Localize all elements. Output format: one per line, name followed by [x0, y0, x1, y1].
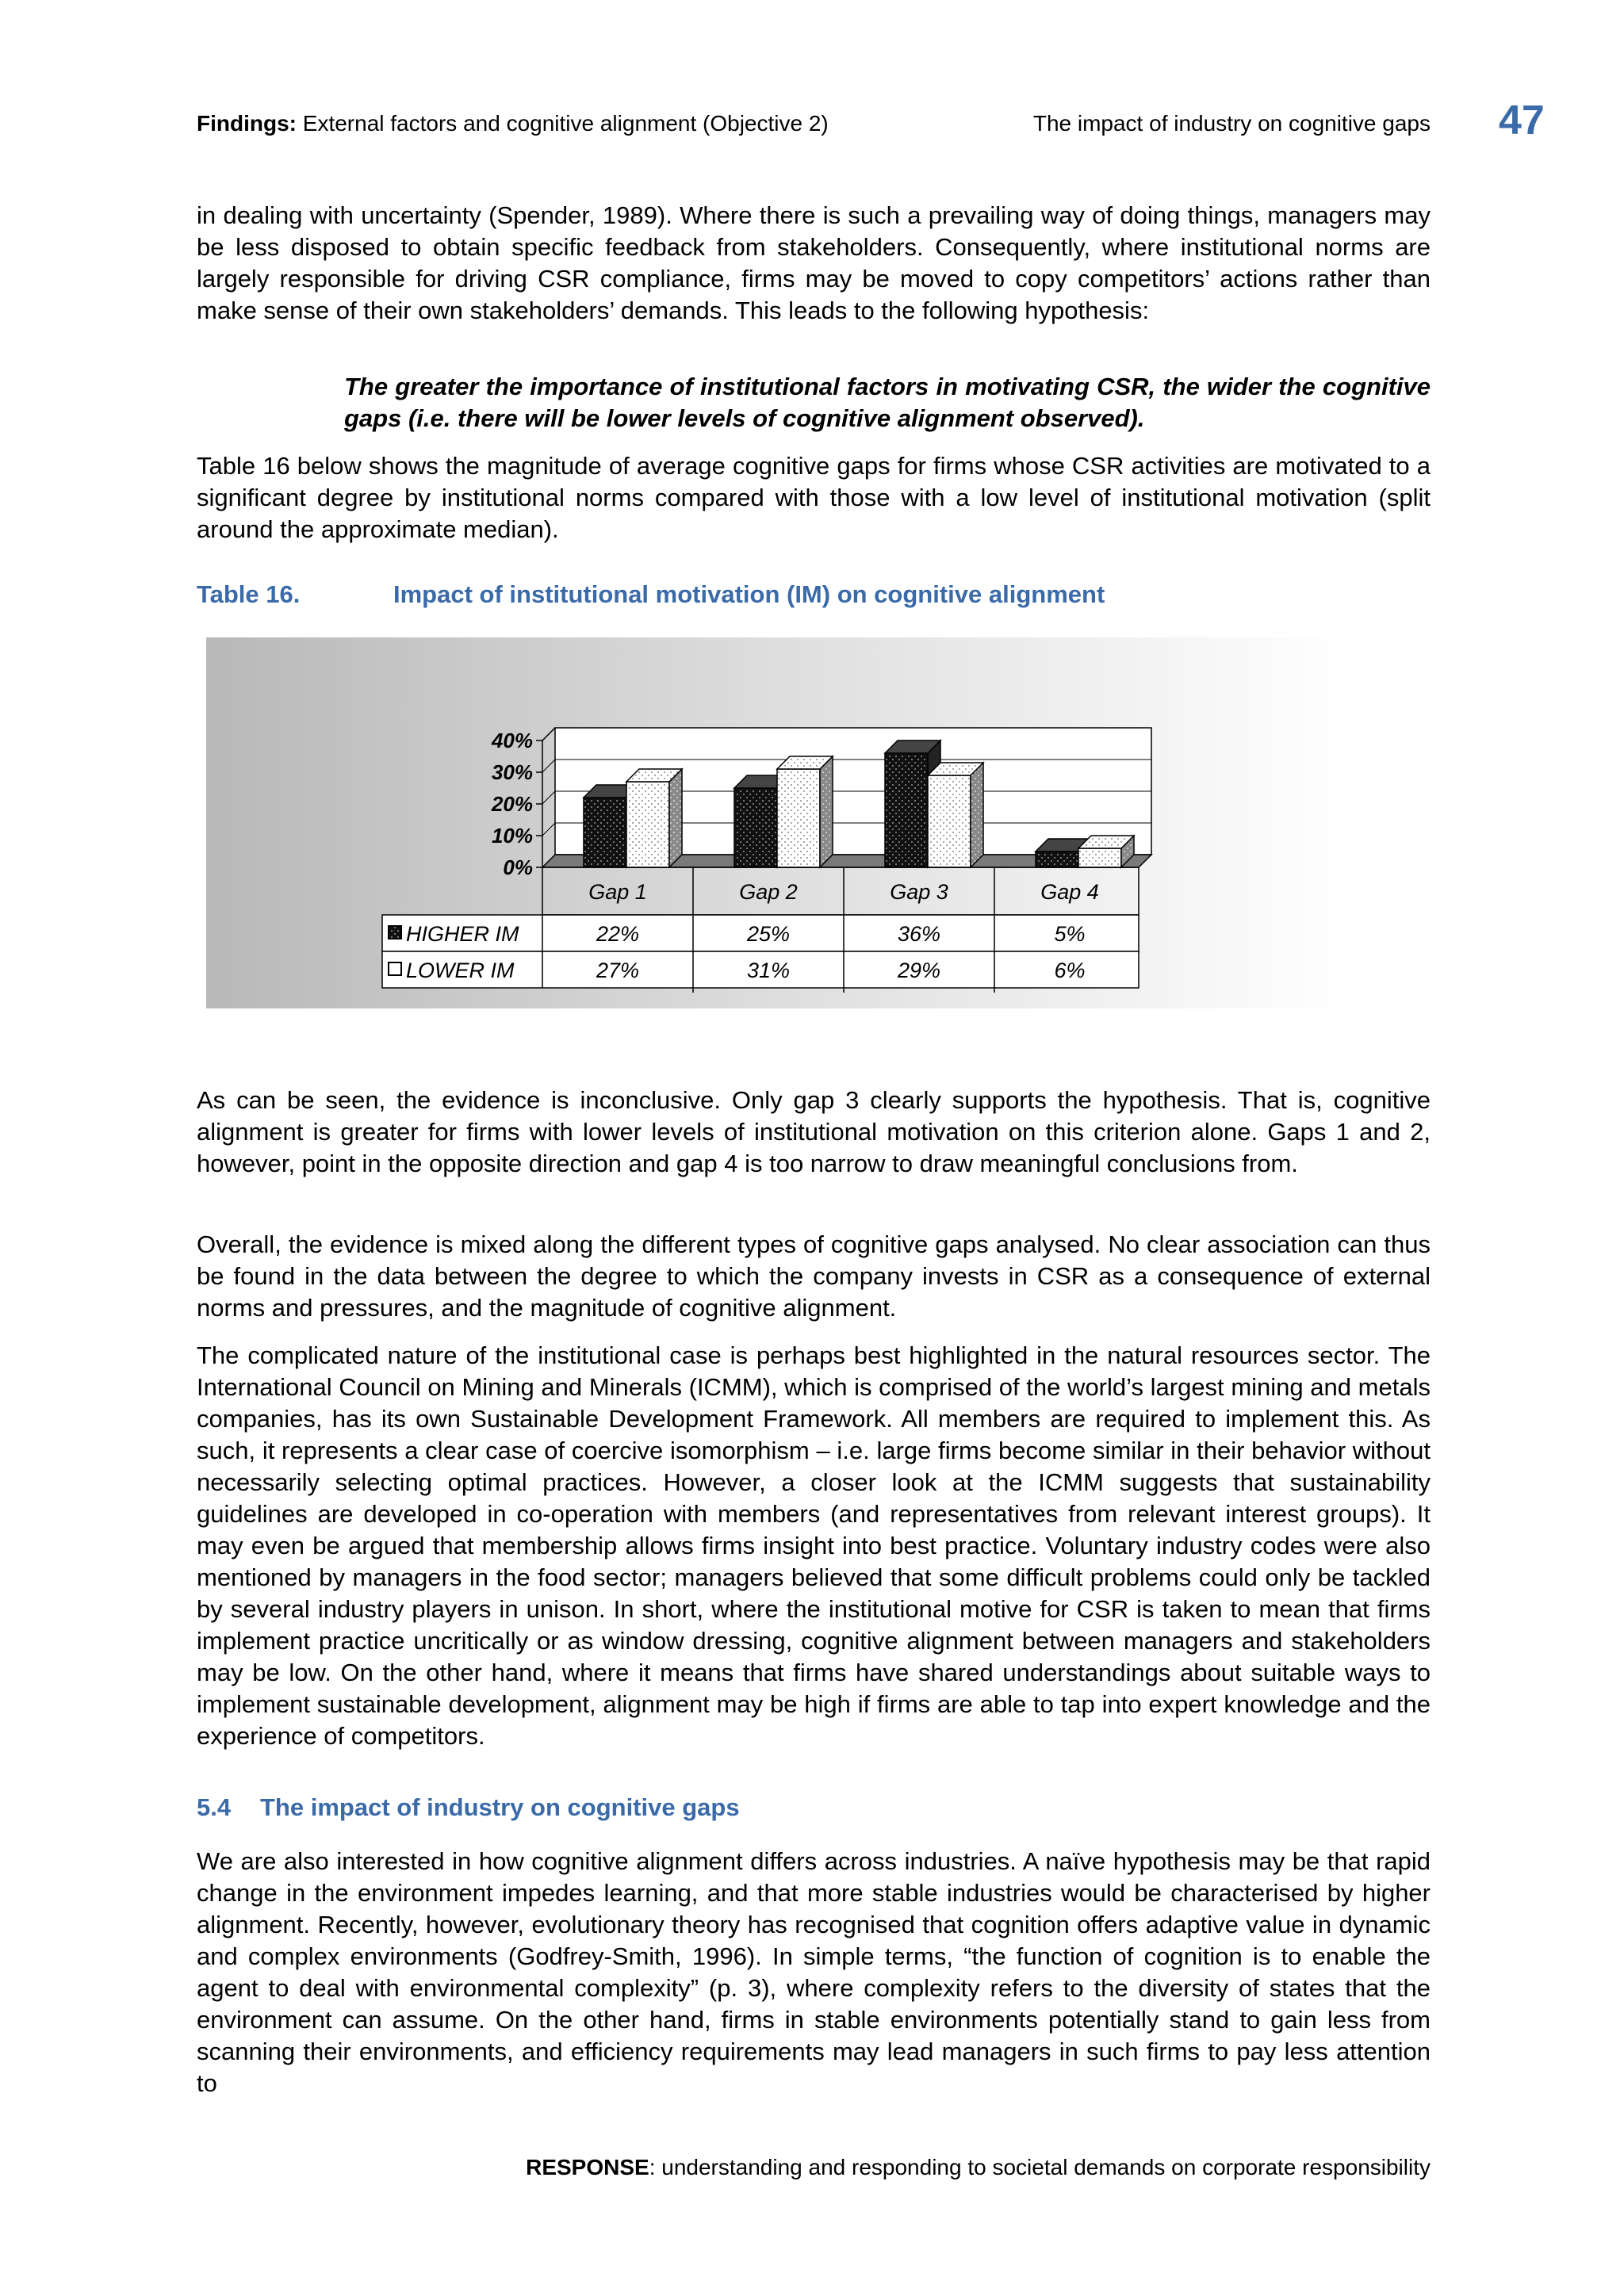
paragraph-1-text: in dealing with uncertainty (Spender, 1989). Where there is such a prevailing way of doing things, managers may be less disposed to obtain specific feedback from stakeholders. Consequently, where institutional norms are largely responsible for driving CSR compliance, firms may be moved to copy competitors’ actions rather than make sense of their own stakeholders’ demands. This leads to the following hypothesis: — [197, 201, 1431, 324]
y-tick-label: 40% — [491, 729, 533, 752]
bar-lower-im — [626, 782, 669, 867]
bar-lower-im — [928, 775, 971, 867]
data-label: 5% — [1054, 922, 1086, 946]
bar-higher-im — [584, 798, 626, 867]
footer-bold: RESPONSE — [526, 2155, 649, 2179]
x-tick-label: Gap 3 — [890, 880, 948, 904]
legend-key-higher-im — [389, 926, 401, 939]
bar-higher-im — [734, 788, 777, 867]
data-label: 25% — [746, 922, 791, 946]
legend-label: HIGHER IM — [406, 922, 519, 946]
table-title: Impact of institutional motivation (IM) on cognitive alignment — [393, 580, 1105, 608]
section-heading — [197, 1793, 740, 1822]
paragraph-6 — [197, 1846, 1431, 2099]
paragraph-4-text: Overall, the evidence is mixed along the different types of cognitive gaps analysed. No clear association can thus be found in the data between the degree to which the company invests in CSR as a consequence of external norms and pressures, and the magnitude of cognitive alignment. — [197, 1230, 1431, 1322]
bar-lower-im — [777, 769, 820, 867]
y-tick-label: 20% — [491, 792, 533, 816]
paragraph-4 — [197, 1229, 1431, 1324]
bar-side — [820, 756, 833, 867]
legend-key-lower-im — [389, 962, 401, 975]
x-tick-label: Gap 2 — [739, 880, 798, 904]
bar-side — [971, 763, 983, 867]
paragraph-6-text: We are also interested in how cognitive alignment differs across industries. A naïve hypothesis may be that rapid change in the environment impedes learning, and that more stable industries would be characterised by higher alignment. Recently, however, evolutionary theory has recognised that cognition offers adaptive value in dynamic and complex environments (Godfrey-Smith, 1996). In simple terms, “the function of cognition is to enable the agent to deal with environmental complexity” (p. 3), where complexity refers to the diversity of states that the environment can assume. On the other hand, firms in stable environments potentially stand to gain less from scanning their environments, and efficiency requirements may lead managers in such firms to pay less attention to — [197, 1847, 1431, 2097]
data-label: 27% — [596, 959, 640, 982]
section-number: 5.4 — [197, 1793, 232, 1821]
header-findings-label: Findings: — [197, 111, 297, 136]
y-tick-label: 30% — [491, 760, 533, 784]
data-label: 36% — [897, 922, 941, 946]
paragraph-3-text: As can be seen, the evidence is inconclusive. Only gap 3 clearly supports the hypothesis. That is, cognitive alignment is greater for firms with lower levels of institutional motivation on this criterion alone. Gaps 1 and 2, however, point in the opposite direction and gap 4 is too narrow to draw meaningful conclusions from. — [197, 1086, 1431, 1177]
running-footer — [526, 2155, 1431, 2180]
paragraph-2 — [197, 450, 1431, 545]
bar-higher-im — [1036, 851, 1078, 867]
paragraph-2-text: Table 16 below shows the magnitude of average cognitive gaps for firms whose CSR activities are motivated to a significant degree by institutional norms compared with those with a low level of institutional motivation (split around the approximate median). — [197, 452, 1431, 543]
page-number: 47 — [1499, 98, 1545, 144]
data-label: 31% — [746, 959, 791, 982]
bar-higher-im — [885, 753, 928, 867]
header-right: The impact of industry on cognitive gaps — [1032, 111, 1431, 136]
header-left-text: External factors and cognitive alignment (Objective 2) — [296, 111, 829, 136]
table-number: Table 16. — [197, 580, 301, 608]
x-tick-label: Gap 4 — [1040, 880, 1099, 904]
bar-chart — [206, 637, 1350, 1008]
data-label: 22% — [596, 922, 640, 946]
paragraph-3 — [197, 1085, 1431, 1180]
hypothesis: The greater the importance of institutional factors in motivating CSR, the wider the cognitive gaps (i.e. there will be lower levels of cognitive alignment observed). — [344, 373, 1431, 432]
table-caption — [197, 580, 1105, 609]
bar-side — [669, 769, 682, 867]
data-label: 6% — [1054, 959, 1086, 982]
paragraph-5 — [197, 1340, 1431, 1752]
header-left — [197, 111, 829, 136]
data-label: 29% — [897, 959, 941, 982]
legend-label: LOWER IM — [406, 959, 515, 982]
bar-lower-im — [1078, 848, 1121, 867]
x-tick-label: Gap 1 — [588, 880, 647, 904]
section-title: The impact of industry on cognitive gaps — [260, 1793, 740, 1821]
y-tick-label: 10% — [491, 824, 533, 848]
paragraph-5-text: The complicated nature of the institutional case is perhaps best highlighted in the natural resources sector. The International Council on Mining and Minerals (ICMM), which is comprised of the world’s largest mining and metals companies, has its own Sustainable Development Framework. All members are required to implement this. As such, it represents a clear case of coercive isomorphism – i.e. large firms become similar in their behavior without necessarily selecting optimal practices. However, a closer look at the ICMM suggests that sustainability guidelines are developed in co-operation with members (and representatives from relevant interest groups). It may even be argued that membership allows firms insight into best practice. Voluntary industry codes were also mentioned by managers in the food sector; managers believed that some difficult problems could only be tackled by several industry players in unison. In short, where the institutional motive for CSR is taken to mean that firms implement practice uncritically or as window dressing, cognitive alignment between managers and stakeholders may be low. On the other hand, where it means that firms have shared understandings about suitable ways to implement sustainable development, alignment may be high if firms are able to tap into expert knowledge and the experience of competitors. — [197, 1341, 1431, 1750]
y-tick-label: 0% — [503, 855, 533, 879]
footer-text: : understanding and responding to societal demands on corporate responsibility — [649, 2155, 1431, 2179]
paragraph-1 — [197, 200, 1431, 327]
